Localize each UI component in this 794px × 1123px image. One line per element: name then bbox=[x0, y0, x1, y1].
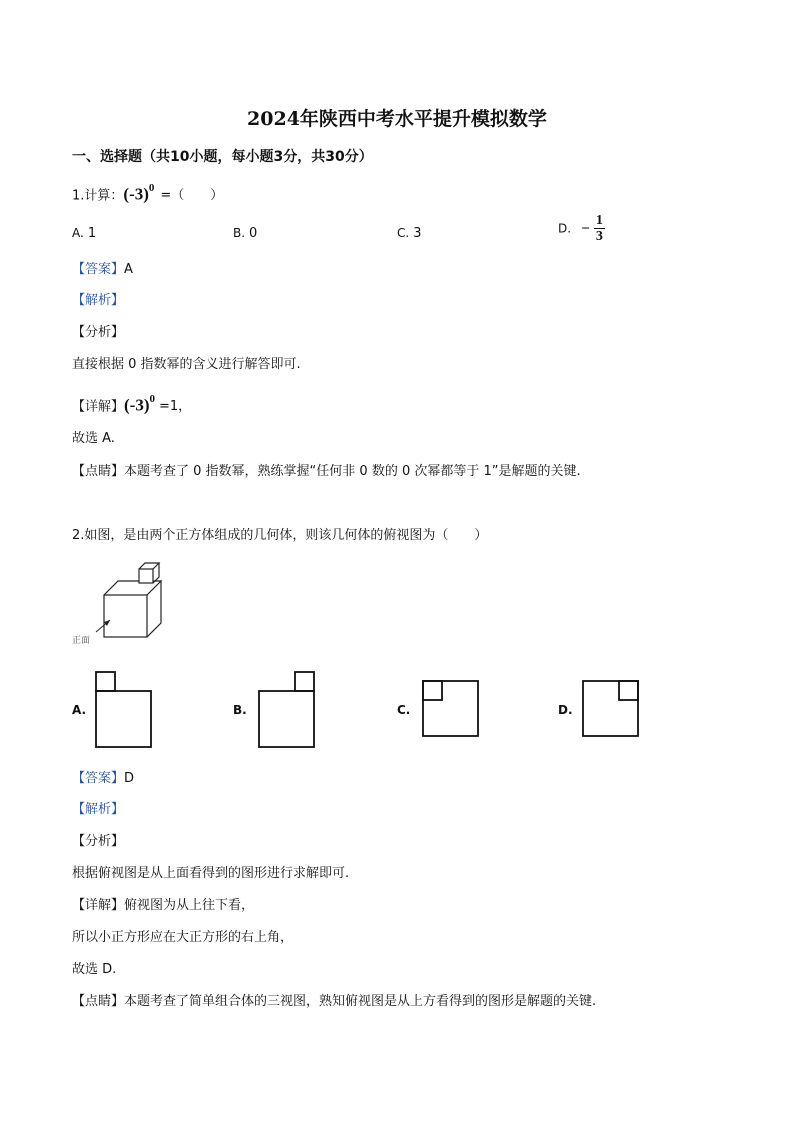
q2-dianjing: 【点睛】本题考查了简单组合体的三视图，熟知俯视图是从上方看得到的图形是解题的关键. bbox=[72, 994, 597, 1009]
q2-solid-figure bbox=[70, 560, 170, 650]
big-square bbox=[583, 681, 638, 736]
q1-option-b[interactable]: B. 0 bbox=[233, 226, 258, 241]
q1-suffix: =（ ） bbox=[160, 188, 224, 204]
q2-option-a-label[interactable]: A. bbox=[72, 703, 87, 717]
big-square bbox=[423, 681, 478, 736]
q2-option-a-figure[interactable] bbox=[94, 670, 154, 750]
q2-option-b-label[interactable]: B. bbox=[233, 703, 247, 717]
q1-answer: 【答案】A bbox=[72, 262, 133, 277]
q1-conclusion: 故选 A. bbox=[72, 431, 115, 446]
q2-fenxi-text: 根据俯视图是从上面看得到的图形进行求解即可. bbox=[72, 866, 350, 881]
q1-option-c[interactable]: C. 3 bbox=[397, 226, 422, 241]
small-cube-front-face bbox=[139, 569, 153, 583]
arrow-head bbox=[104, 620, 110, 626]
q1-dianjing: 【点睛】本题考查了 0 指数幂，熟练掌握“任何非 0 数的 0 次幂都等于 1”是解题的关键. bbox=[72, 464, 581, 479]
page-title: 2024年陕西中考水平提升模拟数学 bbox=[247, 108, 547, 130]
q2-option-b-figure[interactable] bbox=[257, 670, 317, 750]
q1-option-a[interactable]: A. 1 bbox=[72, 226, 97, 241]
q1-exponent: 0 bbox=[148, 182, 155, 194]
small-square bbox=[619, 681, 638, 700]
q1-fenxi-label: 【分析】 bbox=[72, 325, 125, 340]
q2-option-d-label[interactable]: D. bbox=[558, 703, 573, 717]
q2-xiangjie: 【详解】俯视图为从上往下看， bbox=[72, 898, 255, 913]
big-cube-side-face bbox=[147, 581, 161, 637]
small-cube-top-face bbox=[139, 563, 159, 569]
q1-prefix: 1.计算： bbox=[72, 188, 124, 204]
section-header: 一、选择题（共10小题，每小题3分，共30分） bbox=[72, 149, 373, 165]
fraction-one-third: $\frac{1}{3}$ bbox=[595, 213, 603, 244]
front-label: 正面 bbox=[72, 636, 91, 646]
small-square bbox=[295, 672, 314, 691]
q1-xiangjie: 【详解】$(-3)^0=1$， bbox=[72, 393, 192, 415]
small-square bbox=[96, 672, 115, 691]
q2-option-c-figure[interactable] bbox=[421, 679, 481, 739]
small-square bbox=[423, 681, 442, 700]
q2-conclusion: 故选 D. bbox=[72, 962, 117, 977]
q2-option-d-figure[interactable] bbox=[581, 679, 641, 739]
q1-fenxi-text: 直接根据 0 指数幂的含义进行解答即可. bbox=[72, 357, 301, 372]
q2-answer: 【答案】D bbox=[72, 771, 135, 786]
q2-line2: 所以小正方形应在大正方形的右上角， bbox=[72, 930, 294, 945]
big-square bbox=[96, 691, 151, 747]
q2-stem: 2.如图，是由两个正方体组成的几何体，则该几何体的俯视图为（ ） bbox=[72, 528, 488, 543]
q2-fenxi-label: 【分析】 bbox=[72, 834, 125, 849]
q2-option-c-label[interactable]: C. bbox=[397, 703, 411, 717]
big-square bbox=[259, 691, 314, 747]
big-cube-front-face bbox=[104, 595, 147, 637]
q1-jiexi-label: 【解析】 bbox=[72, 293, 125, 308]
q2-jiexi-label: 【解析】 bbox=[72, 802, 125, 817]
q1-base: (-3) bbox=[123, 184, 149, 204]
q1-option-d[interactable]: D. − $\frac{1}{3}$ bbox=[558, 213, 603, 244]
q1-stem bbox=[72, 182, 223, 205]
